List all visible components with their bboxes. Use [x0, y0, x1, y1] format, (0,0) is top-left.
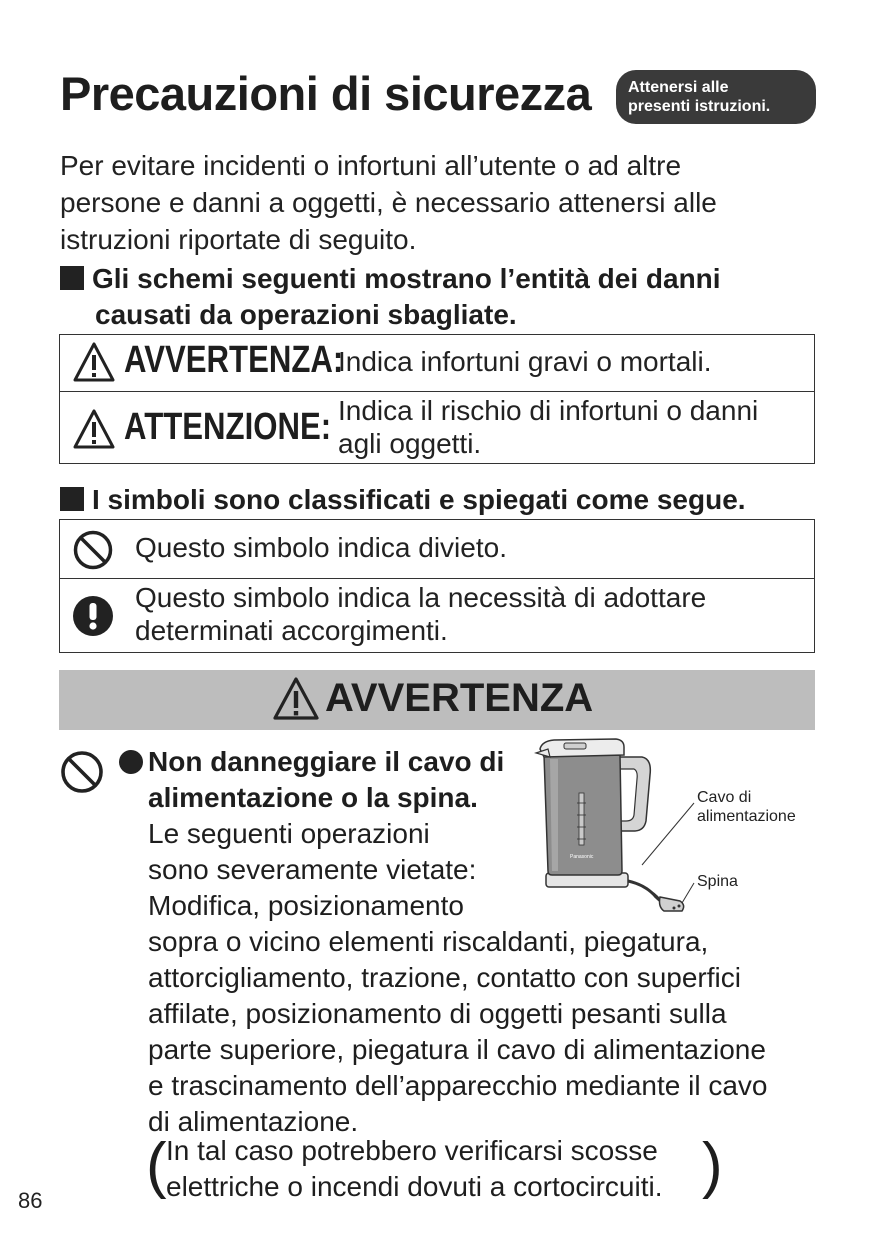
prohibition-icon: [59, 749, 105, 795]
warning-item-line: e trascinamento dell’apparecchio mediante il cavo: [148, 1070, 768, 1101]
table-row: [60, 391, 814, 463]
intro-line: persone e danni a oggetti, è necessario attenersi alle: [60, 187, 717, 218]
warning-triangle-icon: [72, 408, 116, 450]
warning-triangle-icon: [72, 341, 116, 383]
attenzione-line: agli oggetti.: [338, 428, 482, 459]
warning-note: [166, 1133, 662, 1205]
right-parenthesis: ): [702, 1131, 723, 1200]
cord-label-line: alimentazione: [697, 808, 796, 825]
exclamation-line: Questo simbolo indica la necessità di adottare: [135, 582, 707, 613]
prohibition-icon: [72, 529, 114, 571]
attenzione-label: ATTENZIONE:: [124, 406, 332, 448]
avvertenza-description: Indica infortuni gravi o mortali.: [338, 346, 712, 377]
kettle-illustration: [534, 735, 704, 920]
warning-item-line: parte superiore, piegatura il cavo di alimentazione: [148, 1034, 766, 1065]
intro-line: istruzioni riportate di seguito.: [60, 224, 417, 255]
damage-heading: [60, 261, 721, 333]
warning-bar: [59, 670, 815, 730]
avvertenza-label: AVVERTENZA:: [124, 339, 344, 381]
exclamation-line: determinati accorgimenti.: [135, 615, 448, 646]
bullet-dot-icon: [118, 749, 144, 775]
damage-table: [59, 334, 815, 464]
warning-item-line: sono severamente vietate:: [148, 854, 477, 885]
symbols-heading-text: I simboli sono classificati e spiegati come segue.: [92, 484, 746, 515]
attenzione-line: Indica il rischio di infortuni o danni: [338, 395, 759, 426]
page-number: 86: [18, 1188, 43, 1213]
intro-line: Per evitare incidenti o infortuni all’utente o ad altre: [60, 150, 682, 181]
table-row: [60, 520, 814, 578]
damage-heading-line: Gli schemi seguenti mostrano l’entità dei danni: [92, 263, 721, 294]
square-bullet-icon: [60, 487, 84, 511]
table-row: [60, 578, 814, 652]
warning-bar-label: AVVERTENZA: [325, 676, 594, 720]
warning-item-line: affilate, posizionamento di oggetti pesanti sulla: [148, 998, 727, 1029]
table-row: [60, 335, 814, 391]
warning-triangle-icon: [272, 676, 320, 722]
attenzione-description: [338, 394, 758, 460]
cord-label: [697, 788, 796, 826]
badge-line-1: Attenersi alle: [628, 79, 729, 96]
warning-item-line: Modifica, posizionamento: [148, 890, 464, 921]
warning-note-line: In tal caso potrebbero verificarsi scosse: [166, 1135, 658, 1166]
exclamation-description: [135, 581, 706, 647]
badge-line-2: presenti istruzioni.: [628, 98, 771, 115]
brand-logo: Panasonic: [570, 854, 594, 860]
warning-item-bold: alimentazione o la spina.: [148, 782, 478, 813]
warning-item-line: attorcigliamento, trazione, contatto con superfici: [148, 962, 741, 993]
square-bullet-icon: [60, 266, 84, 290]
cord-label-line: Cavo di: [697, 789, 752, 806]
intro-paragraph: [60, 147, 840, 258]
exclamation-icon: [72, 595, 114, 637]
warning-item-line: di alimentazione.: [148, 1106, 359, 1137]
warning-item-line: sopra o vicino elementi riscaldanti, piegatura,: [148, 926, 709, 957]
warning-item-line: Le seguenti operazioni: [148, 818, 430, 849]
page-title: Precauzioni di sicurezza: [60, 67, 592, 120]
left-parenthesis: (: [146, 1131, 167, 1200]
symbols-heading: [60, 482, 746, 518]
prohibition-description: Questo simbolo indica divieto.: [135, 532, 507, 563]
damage-heading-line: causati da operazioni sbagliate.: [95, 299, 517, 330]
instructions-badge: [616, 70, 816, 124]
plug-label: Spina: [697, 873, 738, 890]
warning-note-line: elettriche o incendi dovuti a cortocircuiti.: [166, 1171, 663, 1202]
warning-item-bold: Non danneggiare il cavo di: [148, 746, 505, 777]
symbols-table: [59, 519, 815, 653]
